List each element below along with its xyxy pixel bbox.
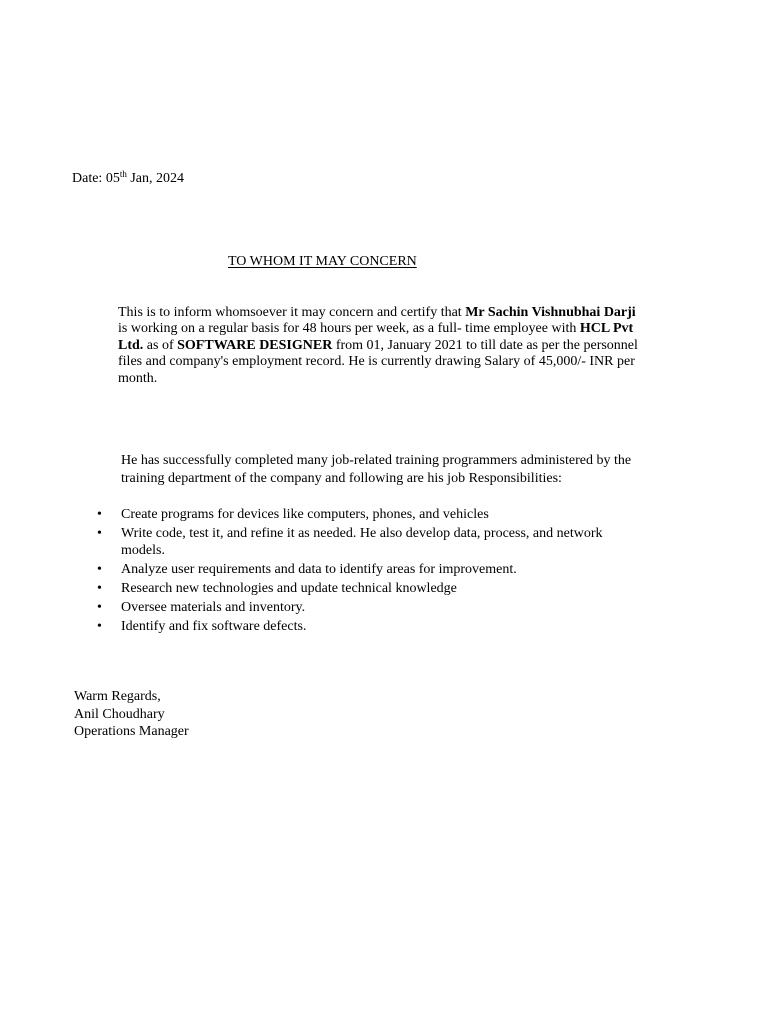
signature-block [74,688,189,741]
training-paragraph: He has successfully completed many job-related training programmers administered by the training department of the company and following are his job Responsibilities: [121,453,632,486]
bullet-icon: • [97,600,102,615]
signatory-title: Operations Manager [74,724,189,739]
list-item [97,599,641,616]
bullet-icon: • [97,562,102,577]
list-item [97,525,641,559]
date-superscript: th [119,169,127,179]
bullet-icon: • [97,619,102,634]
list-item [97,580,641,597]
list-item [97,618,641,635]
company-name: HCL Pvt Ltd. [118,321,634,353]
letter-heading: TO WHOM IT MAY CONCERN [228,254,417,269]
responsibilities-list [97,506,641,637]
responsibility-text: Research new technologies and update technical knowledge [121,581,457,596]
letter-date [72,171,184,187]
certification-paragraph [118,305,638,387]
employee-name: Mr Sachin Vishnubhai Darji [465,305,636,320]
responsibility-text: Oversee materials and inventory. [121,600,306,615]
closing-text: Warm Regards, [74,689,161,704]
date-prefix: Date: 05 [72,171,120,186]
list-item [97,561,641,578]
responsibility-text: Identify and fix software defects. [121,619,307,634]
para1-text-2: is working on a regular basis for 48 hours per week, as a full- time employee with [118,321,580,337]
para1-text-4: from 01, January 2021 to till date as per the personnel files and company's employment record. He is currently drawing Salary of 45,000/- INR per month. [118,337,638,386]
responsibility-text: Write code, test it, and refine it as needed. He also develop data, process, and network models. [121,526,603,558]
signatory-name: Anil Choudhary [74,706,165,722]
responsibility-text: Create programs for devices like computers, phones, and vehicles [121,507,489,522]
para1-text-3: as of [143,337,178,353]
list-item [97,506,641,523]
job-role: SOFTWARE DESIGNER [177,337,333,353]
para1-text-1: This is to inform whomsoever it may concern and certify that [118,305,466,320]
date-suffix: Jan, 2024 [126,171,185,186]
responsibility-text: Analyze user requirements and data to identify areas for improvement. [121,562,517,577]
bullet-icon: • [97,507,102,522]
bullet-icon: • [97,526,102,541]
bullet-icon: • [97,581,102,596]
